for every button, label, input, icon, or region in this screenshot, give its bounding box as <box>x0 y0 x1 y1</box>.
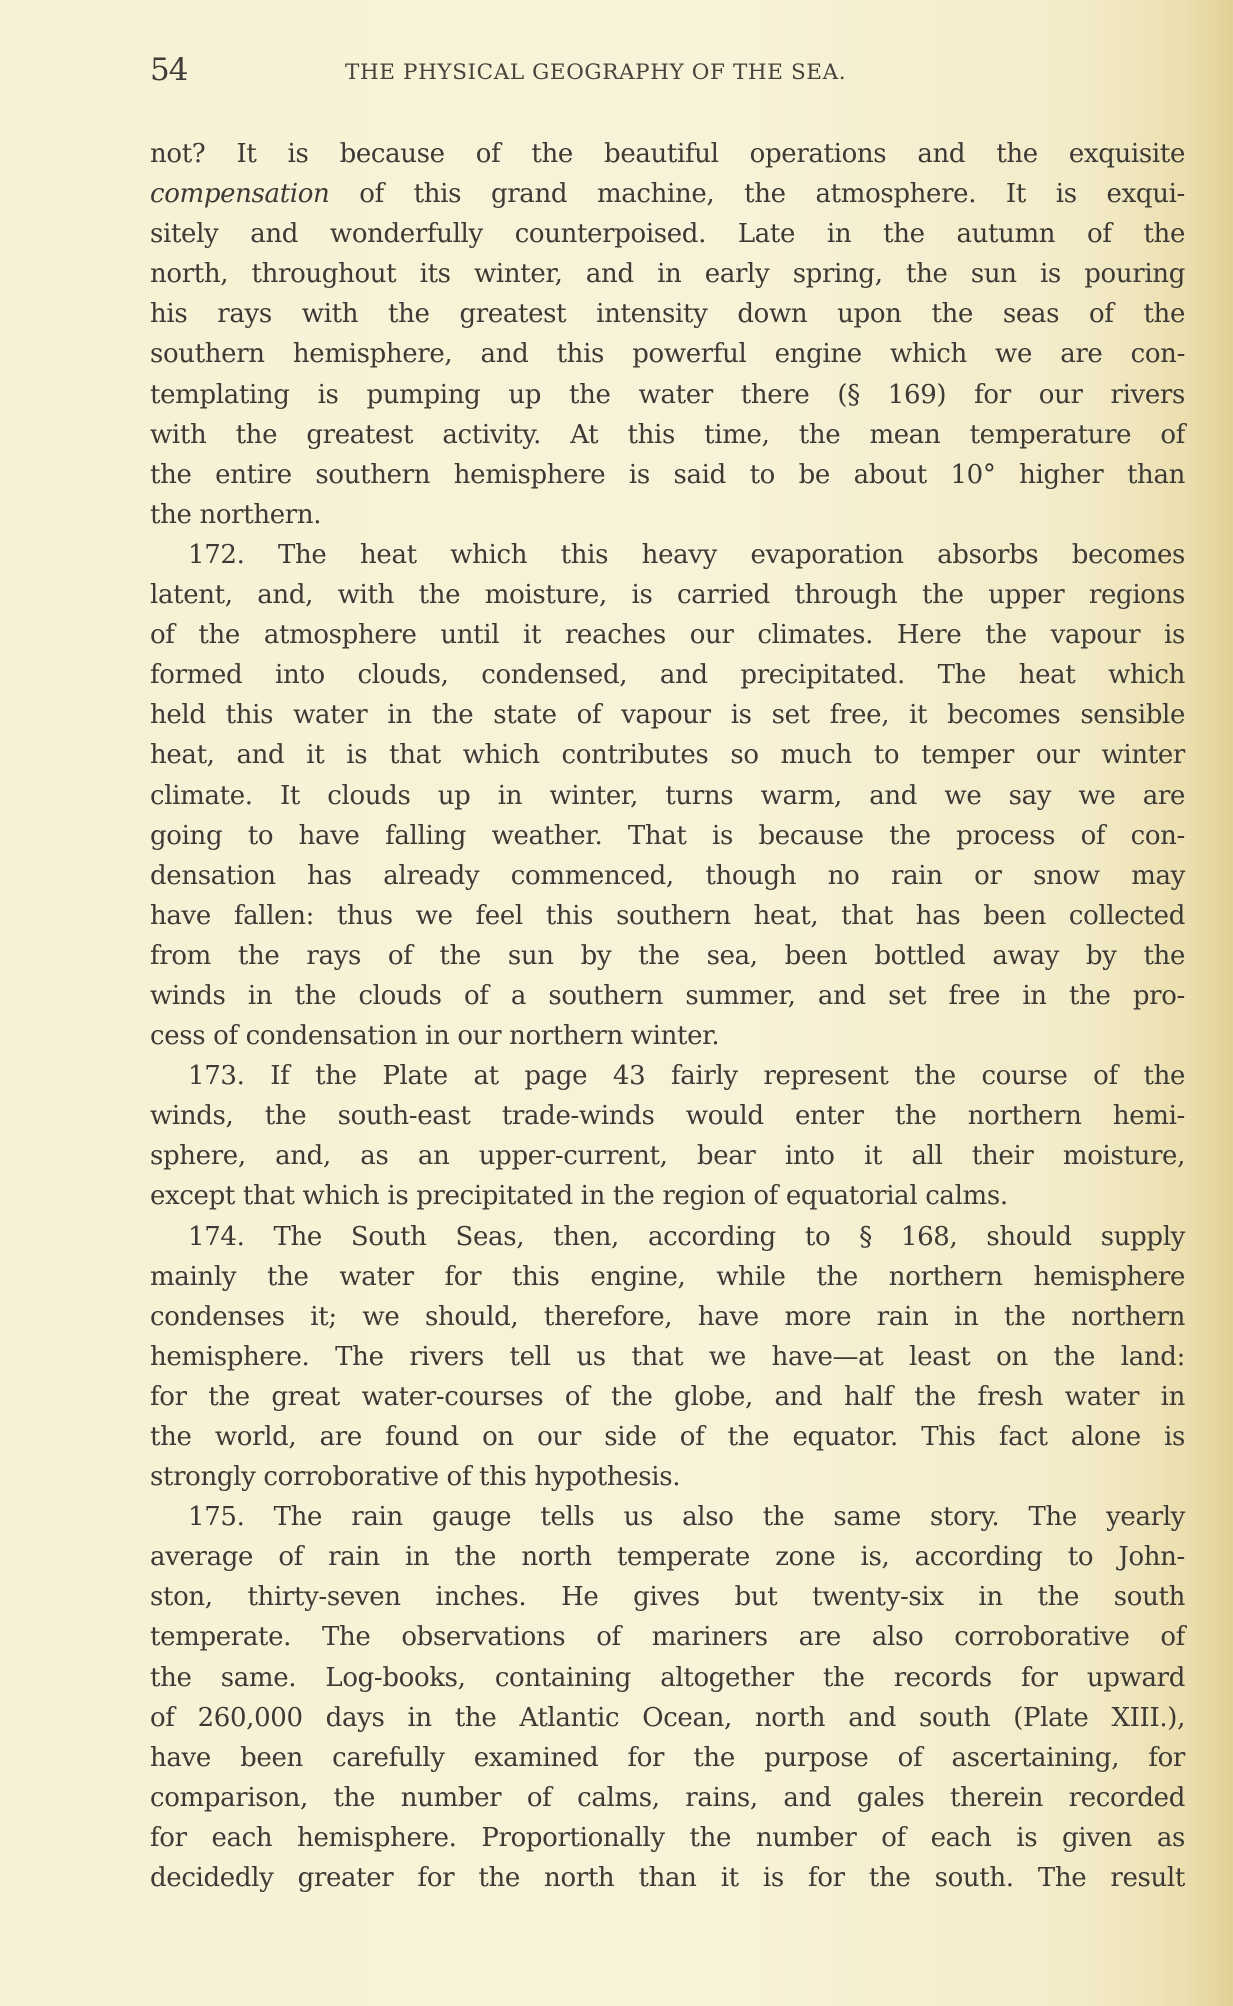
text-line: latent, and, with the moisture, is carried through the upper regions <box>150 580 1185 611</box>
text-line: decidedly greater for the north than it is for the south. The result <box>150 1863 1185 1894</box>
text-line: the world, are found on our side of the equator. This fact alone is <box>150 1422 1185 1452</box>
text-line: sitely and wonderfully counterpoised. Late in the autumn of the <box>150 219 1185 250</box>
italic-word: compensation <box>150 179 330 210</box>
text-line: winds, the south-east trade-winds would enter the northern hemi- <box>150 1101 1185 1132</box>
text-line: templating is pumping up the water there (§ 169) for our rivers <box>150 379 1185 410</box>
text-line: densation has already commenced, though no rain or snow may <box>150 860 1185 891</box>
text-line: from the rays of the sun by the sea, been bottled away by the <box>150 940 1185 971</box>
text-line: have fallen: thus we feel this southern heat, that has been collected <box>150 900 1185 931</box>
text-line: have been carefully examined for the purpose of ascertaining, for <box>150 1742 1185 1773</box>
text-line: of the atmosphere until it reaches our climates. Here the vapour is <box>150 620 1185 651</box>
paragraph-173-start: 173. If the Plate at page 43 fairly represent the course of the <box>188 1061 1185 1092</box>
text-line: ston, thirty-seven inches. He gives but twenty-six in the south <box>150 1582 1185 1613</box>
text-line: for the great water-courses of the globe, and half the fresh water in <box>150 1381 1185 1412</box>
text-line: held this water in the state of vapour is set free, it becomes sensible <box>150 700 1185 731</box>
page-number: 54 <box>150 52 188 88</box>
text-line: not? It is because of the beautiful operations and the exquisite <box>150 139 1185 169</box>
text-line: going to have falling weather. That is because the process of con- <box>150 820 1185 851</box>
text-line: with the greatest activity. At this time, the mean temperature of <box>150 419 1185 450</box>
text-line: mainly the water for this engine, while the northern hemisphere <box>150 1261 1185 1292</box>
text-line: temperate. The observations of mariners are also corroborative of <box>150 1622 1185 1653</box>
text-line-rest: of this grand machine, the atmosphere. It is exqui- <box>329 179 1185 210</box>
text-line: average of rain in the north temperate zone is, according to John- <box>150 1542 1185 1573</box>
text-line-paragraph-end: the northern. <box>150 499 322 530</box>
text-line: hemisphere. The rivers tell us that we have—at least on the land: <box>150 1341 1185 1372</box>
paragraph-174-start: 174. The South Seas, then, according to § 168, should supply <box>188 1221 1185 1252</box>
text-line: the same. Log-books, containing altogether the records for upward <box>150 1662 1185 1693</box>
paragraph-175-start: 175. The rain gauge tells us also the same story. The yearly <box>188 1502 1185 1533</box>
text-line: comparison, the number of calms, rains, and gales therein recorded <box>150 1782 1185 1813</box>
running-header <box>150 52 1185 98</box>
text-line: sphere, and, as an upper-current, bear into it all their moisture, <box>150 1141 1185 1172</box>
text-line: north, throughout its winter, and in early spring, the sun is pouring <box>150 259 1185 290</box>
text-line: formed into clouds, condensed, and precipitated. The heat which <box>150 660 1185 691</box>
text-line: his rays with the greatest intensity down upon the seas of the <box>150 299 1185 330</box>
text-line: southern hemisphere, and this powerful engine which we are con- <box>150 339 1185 370</box>
book-page <box>150 52 1185 1898</box>
text-line: heat, and it is that which contributes so much to temper our winter <box>150 740 1185 771</box>
paragraph-172-start: 172. The heat which this heavy evaporation absorbs becomes <box>188 539 1185 570</box>
text-line: the entire southern hemisphere is said to be about 10° higher than <box>150 459 1185 490</box>
text-line-paragraph-end: except that which is precipitated in the region of equatorial calms. <box>150 1181 1008 1212</box>
text-line: condenses it; we should, therefore, have more rain in the northern <box>150 1301 1185 1332</box>
text-line-paragraph-end: strongly corroborative of this hypothesis. <box>150 1462 681 1493</box>
text-line: winds in the clouds of a southern summer, and set free in the pro- <box>150 980 1185 1011</box>
text-line: for each hemisphere. Proportionally the number of each is given as <box>150 1822 1185 1853</box>
running-title: THE PHYSICAL GEOGRAPHY OF THE SEA. <box>345 60 847 85</box>
body-text <box>150 134 1185 1898</box>
text-line-paragraph-end: cess of condensation in our northern winter. <box>150 1021 720 1052</box>
text-line: of 260,000 days in the Atlantic Ocean, north and south (Plate XIII.), <box>150 1702 1185 1733</box>
text-line <box>150 174 1185 214</box>
text-line: climate. It clouds up in winter, turns warm, and we say we are <box>150 780 1185 811</box>
